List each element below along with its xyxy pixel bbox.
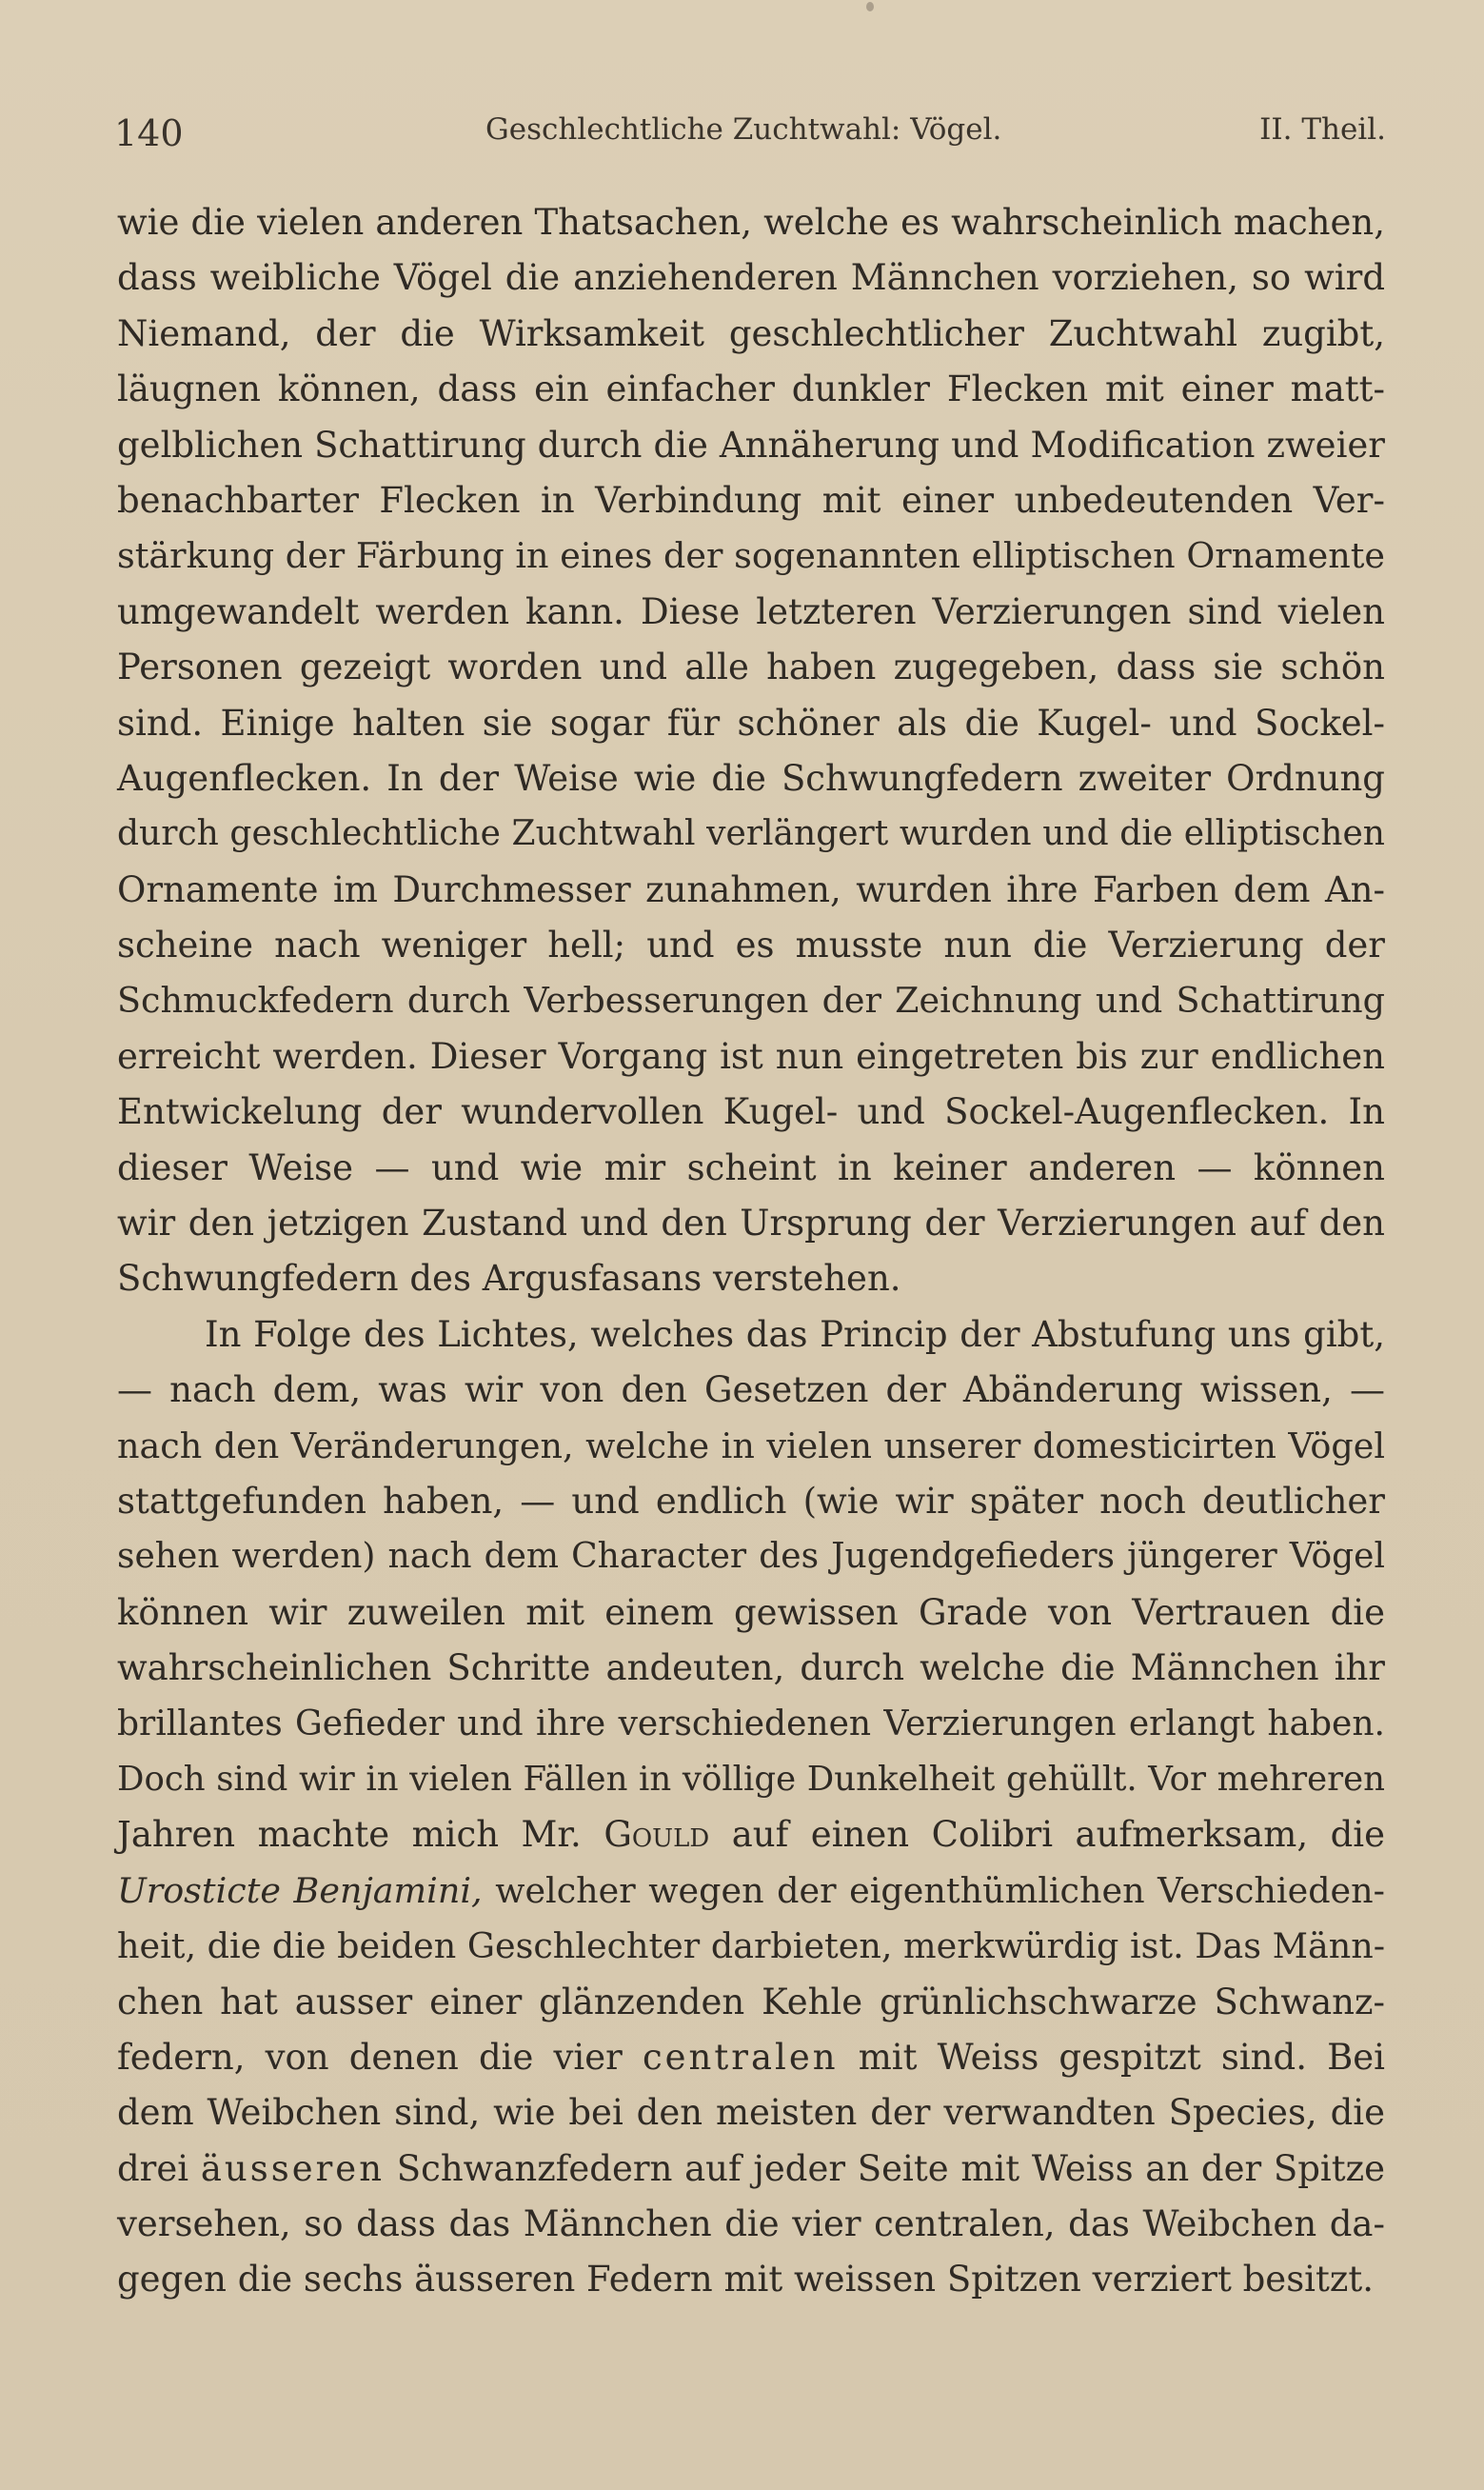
text-segment: Jahren machte mich Mr. <box>117 1814 582 1856</box>
text-line: gegen die sechs äusseren Federn mit weissen Spitzen verziert besitzt. <box>117 2259 1375 2301</box>
text-line: — nach dem, was wir von den Gesetzen der Abänderung wissen, — <box>117 1369 1385 1411</box>
page-header <box>114 107 1386 164</box>
ink-speck <box>866 2 874 11</box>
text-segment: mit Weiss gespitzt sind. Bei <box>858 2036 1385 2078</box>
text-line: können wir zuweilen mit einem gewissen Grade von Vertrauen die <box>117 1591 1385 1633</box>
text-line: brillantes Gefieder und ihre verschiedenen Verzierungen erlangt haben. <box>117 1703 1385 1743</box>
running-title: Geschlechtliche Zuchtwahl: Vögel. <box>485 112 1002 147</box>
text-line: erreicht werden. Dieser Vorgang ist nun eingetreten bis zur endlichen <box>117 1035 1385 1077</box>
text-line: Augenflecken. In der Weise wie die Schwungfedern zweiter Ordnung <box>117 757 1385 799</box>
text-line: chen hat ausser einer glänzenden Kehle grünlichschwarze Schwanz- <box>117 1981 1385 2022</box>
text-line: Ornamente im Durchmesser zunahmen, wurden ihre Farben dem An- <box>117 868 1385 910</box>
text-line: Schwungfedern des Argusfasans verstehen. <box>117 1258 901 1300</box>
text-line: benachbarter Flecken in Verbindung mit einer unbedeutenden Ver- <box>117 479 1385 521</box>
text-line: dass weibliche Vögel die anziehenderen Männchen vorziehen, so wird <box>117 257 1385 299</box>
text-line: stärkung der Färbung in eines der sogenannten elliptischen Ornamente <box>117 535 1385 577</box>
text-line: stattgefunden haben, — und endlich (wie wir später noch deutlicher <box>117 1480 1385 1522</box>
paragraph-2 <box>117 1307 1385 2308</box>
text-line: läugnen können, dass ein einfacher dunkler Flecken mit einer matt- <box>117 369 1385 410</box>
text-line: dem Weibchen sind, wie bei den meisten der verwandten Species, die <box>117 2092 1385 2134</box>
text-line: durch geschlechtliche Zuchtwahl verlängert wurden und die elliptischen <box>117 814 1385 854</box>
text-line: nach den Veränderungen, welche in vielen unserer domesticirten Vögel <box>117 1424 1385 1466</box>
body-text <box>117 195 1385 2308</box>
text-line: dieser Weise — und wie mir scheint in keiner anderen — können <box>117 1146 1385 1188</box>
text-line <box>117 1863 1385 1919</box>
text-line: versehen, so dass das Männchen die vier centralen, das Weibchen da- <box>117 2203 1385 2245</box>
text-segment: drei <box>117 2147 189 2189</box>
text-line: sind. Einige halten sie sogar für schöner als die Kugel- und Sockel- <box>117 702 1385 744</box>
emphasis-spaced: centralen <box>642 2036 839 2078</box>
emphasis-spaced: äusseren <box>200 2147 386 2189</box>
text-line: gelblichen Schattirung durch die Annäherung und Modification zweier <box>117 424 1385 466</box>
author-name: Gould <box>603 1814 710 1856</box>
part-label: II. Theil. <box>1259 112 1386 147</box>
text-segment: auf einen Colibri aufmerksam, die <box>731 1814 1385 1856</box>
text-line: Schmuckfedern durch Verbesserungen der Zeichnung und Schattirung <box>117 980 1385 1022</box>
text-line: Niemand, der die Wirksamkeit geschlechtlicher Zuchtwahl zugibt, <box>117 312 1385 354</box>
text-line: wie die vielen anderen Thatsachen, welche es wahrscheinlich machen, <box>117 202 1385 243</box>
text-line: sehen werden) nach dem Character des Jugendgefieders jüngerer Vögel <box>117 1537 1385 1577</box>
text-line: In Folge des Lichtes, welches das Princip der Abstufung uns gibt, <box>205 1313 1385 1355</box>
page-number: 140 <box>114 112 184 154</box>
text-line: scheine nach weniger hell; und es musste nun die Verzierung der <box>117 925 1385 966</box>
text-line <box>117 2030 1385 2085</box>
text-line: Personen gezeigt worden und alle haben zugegeben, dass sie schön <box>117 647 1385 688</box>
text-line: Entwickelung der wundervollen Kugel- und Sockel-Augenflecken. In <box>117 1091 1385 1133</box>
text-segment: welcher wegen der eigenthümlichen Verschieden- <box>495 1869 1385 1911</box>
text-line: wir den jetzigen Zustand und den Ursprung der Verzierungen auf den <box>117 1203 1385 1245</box>
text-line: heit, die die beiden Geschlechter darbieten, merkwürdig ist. Das Männ- <box>117 1925 1386 1967</box>
text-line <box>117 1807 1385 1863</box>
paragraph-1 <box>117 195 1385 1307</box>
text-line <box>117 2141 1385 2197</box>
text-line: Doch sind wir in vielen Fällen in völlige Dunkelheit gehüllt. Vor mehreren <box>117 1759 1385 1799</box>
text-line: wahrscheinlichen Schritte andeuten, durch welche die Männchen ihr <box>117 1647 1385 1689</box>
species-name: Urosticte Benjamini, <box>117 1869 483 1911</box>
text-line: umgewandelt werden kann. Diese letzteren Verzierungen sind vielen <box>117 590 1385 632</box>
text-segment: Schwanzfedern auf jeder Seite mit Weiss an der Spitze <box>396 2147 1386 2189</box>
text-segment: federn, von denen die vier <box>117 2036 623 2078</box>
